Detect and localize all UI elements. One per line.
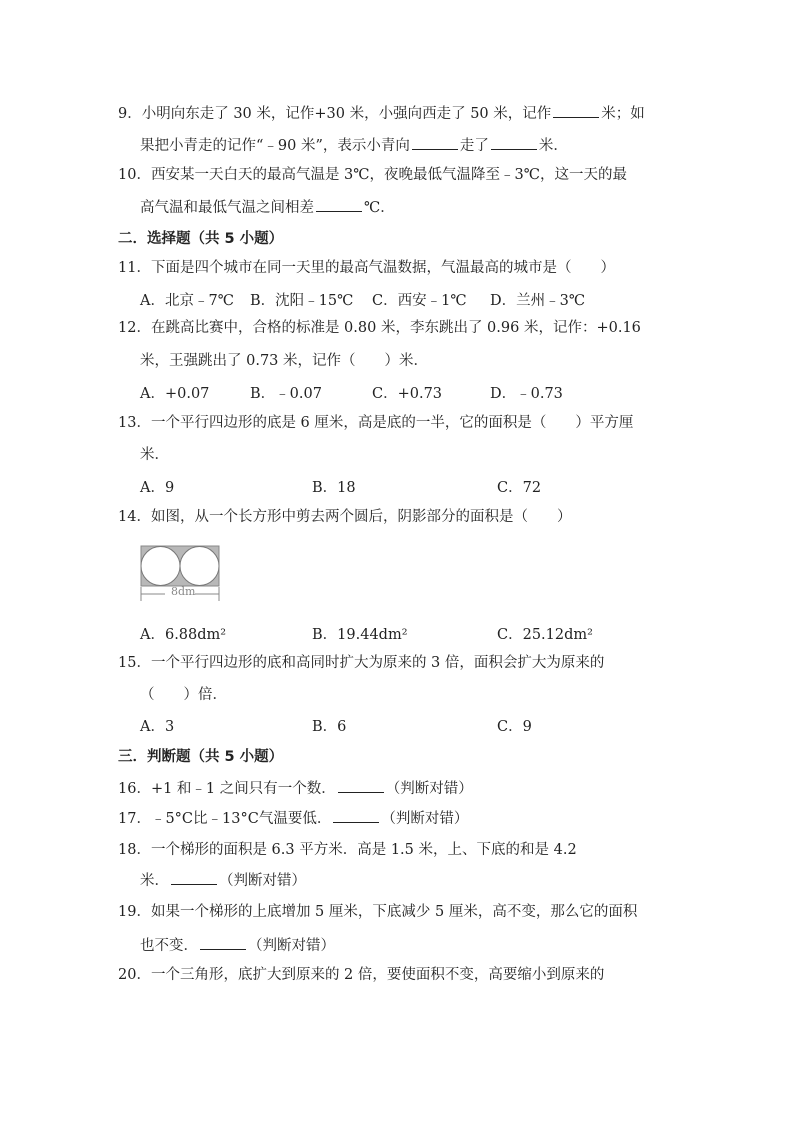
q14-option-b[interactable]: B．19.44dm² <box>312 627 408 643</box>
q18-line1: 18．一个梯形的面积是 6.3 平方米．高是 1.5 米，上、下底的和是 4.2 <box>118 842 577 858</box>
text: ℃． <box>364 200 395 216</box>
q15-option-a[interactable]: A．3 <box>140 719 175 735</box>
q13-line1: 13．一个平行四边形的底是 6 厘米，高是底的一半，它的面积是（ ）平方厘 <box>118 415 634 431</box>
text: 米． <box>538 138 568 154</box>
q20-line1: 20．一个三角形，底扩大到原来的 2 倍，要使面积不变，高要缩小到原来的 <box>118 967 605 983</box>
q14-option-c[interactable]: C．25.12dm² <box>497 627 593 643</box>
q16 <box>118 778 473 799</box>
q12-option-b[interactable]: B．﹣0.07 <box>250 386 322 402</box>
answer-blank[interactable] <box>200 935 246 950</box>
q17 <box>118 808 468 829</box>
q12-option-d[interactable]: D．﹣0.73 <box>490 386 563 402</box>
q11-stem: 11．下面是四个城市在同一天里的最高气温数据，气温最高的城市是（ ） <box>118 260 615 276</box>
text: 走了 <box>459 138 489 154</box>
q15-option-c[interactable]: C．9 <box>497 719 532 735</box>
text: 9．小明向东走了 30 米，记作+30 米，小强向西走了 50 米，记作 <box>118 106 552 122</box>
text: 也不变． <box>140 938 198 954</box>
q11-option-c[interactable]: C．西安﹣1℃ <box>372 293 467 309</box>
q12-line1: 12．在跳高比赛中，合格的标准是 0.80 米，李东跳出了 0.96 米，记作：+0.16 <box>118 320 641 336</box>
section-heading-judge: 三．判断题（共 5 小题） <box>118 749 284 765</box>
q15-line1: 15．一个平行四边形的底和高同时扩大为原来的 3 倍，面积会扩大为原来的 <box>118 655 605 671</box>
answer-blank[interactable] <box>553 103 599 118</box>
text: （判断对错） <box>248 938 335 954</box>
q14-option-a[interactable]: A．6.88dm² <box>140 627 227 643</box>
q12-line2: 米，王强跳出了 0.73 米，记作（ ）米． <box>140 353 429 369</box>
q9-line1 <box>118 103 645 124</box>
q18-line2 <box>140 870 306 891</box>
q10-line1: 10．西安某一天白天的最高气温是 3℃，夜晚最低气温降至﹣3℃，这一天的最 <box>118 167 627 183</box>
text: 米；如 <box>601 106 645 122</box>
text: 米． <box>140 873 169 889</box>
text: 高气温和最低气温之间相差 <box>140 200 314 216</box>
q13-option-b[interactable]: B．18 <box>312 480 356 496</box>
q19-line1: 19．如果一个梯形的上底增加 5 厘米，下底减少 5 厘米，高不变，那么它的面积 <box>118 904 638 920</box>
answer-blank[interactable] <box>338 778 384 793</box>
q15-line2: （ ）倍． <box>140 687 227 703</box>
answer-blank[interactable] <box>171 870 217 885</box>
q14-stem: 14．如图，从一个长方形中剪去两个圆后，阴影部分的面积是（ ） <box>118 509 572 525</box>
q11-option-d[interactable]: D．兰州﹣3℃ <box>490 293 586 309</box>
text: （判断对错） <box>219 873 306 889</box>
rectangle-two-circles-figure <box>140 545 222 605</box>
q12-option-c[interactable]: C．+0.73 <box>372 386 443 402</box>
answer-blank[interactable] <box>491 135 537 150</box>
q9-line2 <box>140 135 568 156</box>
text: 果把小青走的记作“﹣90 米”，表示小青向 <box>140 138 410 154</box>
q13-line2: 米． <box>140 447 169 463</box>
q13-option-a[interactable]: A．9 <box>140 480 175 496</box>
figure-label: 8dm <box>171 585 196 598</box>
q12-option-a[interactable]: A．+0.07 <box>140 386 210 402</box>
section-heading-choice: 二．选择题（共 5 小题） <box>118 231 284 247</box>
q11-option-b[interactable]: B．沈阳﹣15℃ <box>250 293 354 309</box>
q19-line2 <box>140 935 335 956</box>
q11-option-a[interactable]: A．北京﹣7℃ <box>140 293 234 309</box>
text: 16．+1 和﹣1 之间只有一个数． <box>118 781 336 797</box>
q10-line2 <box>140 197 395 218</box>
q15-option-b[interactable]: B．6 <box>312 719 347 735</box>
text: （判断对错） <box>381 811 469 827</box>
text: 17．﹣5°C比﹣13°C气温要低． <box>118 811 332 827</box>
answer-blank[interactable] <box>333 808 379 823</box>
q13-option-c[interactable]: C．72 <box>497 480 542 496</box>
answer-blank[interactable] <box>412 135 458 150</box>
answer-blank[interactable] <box>316 197 362 212</box>
text: （判断对错） <box>385 781 473 797</box>
